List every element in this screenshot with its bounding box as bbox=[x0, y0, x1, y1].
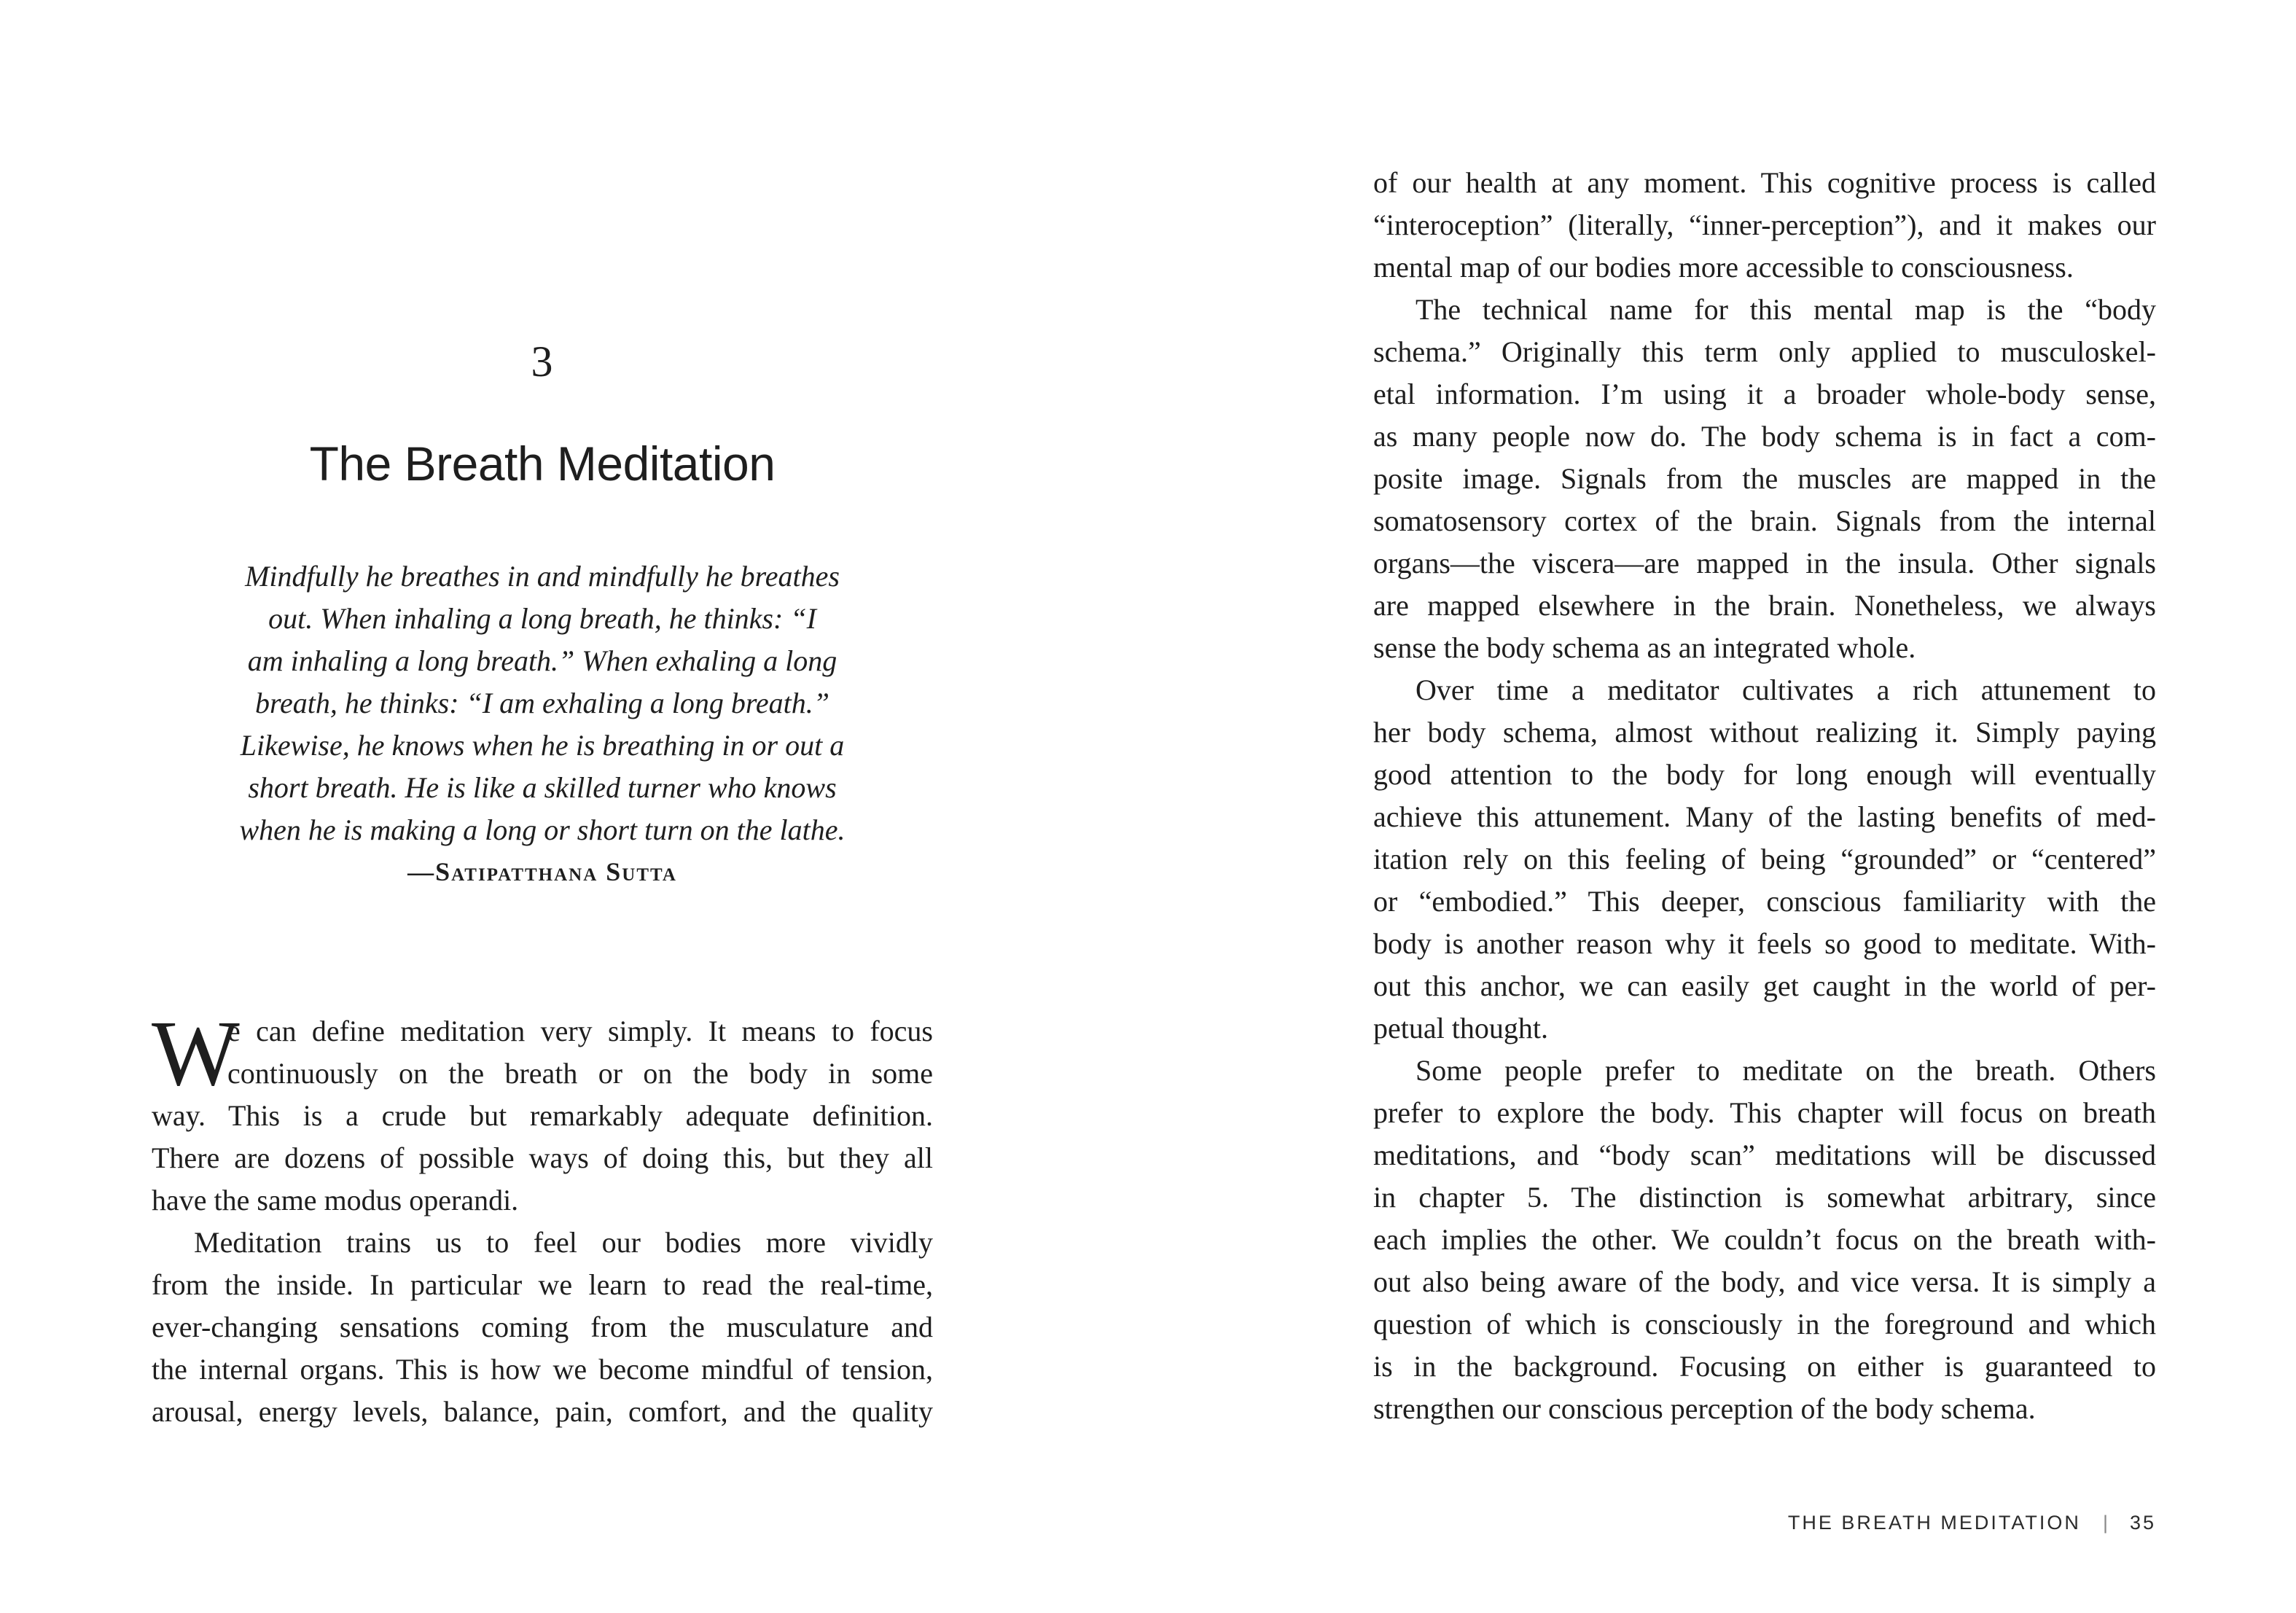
page-number: 35 bbox=[2129, 1512, 2156, 1534]
body-line: schema.” Originally this term only applied to musculoskel- bbox=[1373, 335, 2156, 368]
epigraph-line: when he is making a long or short turn on the lathe. bbox=[239, 813, 846, 846]
body-line: out this anchor, we can easily get caught in the world of per- bbox=[1373, 969, 2156, 1002]
body-line: petual thought. bbox=[1373, 1012, 1548, 1044]
body-line: sense the body schema as an integrated whole. bbox=[1373, 631, 1916, 664]
body-line: ever-changing sensations coming from the musculature and bbox=[152, 1311, 933, 1343]
first-paragraph bbox=[152, 1001, 933, 1222]
body-line: achieve this attunement. Many of the lasting benefits of med- bbox=[1373, 800, 2156, 833]
page-footer bbox=[1788, 1512, 2156, 1534]
chapter-title: The Breath Meditation bbox=[309, 437, 776, 491]
body-line: is in the background. Focusing on either is guaranteed to bbox=[1373, 1350, 2156, 1383]
body-line: good attention to the body for long enough will eventually bbox=[1373, 758, 2156, 791]
body-line: posite image. Signals from the muscles are mapped in the bbox=[1373, 462, 2156, 495]
running-head: THE BREATH MEDITATION bbox=[1787, 1512, 2081, 1534]
body-line: e can define meditation very simply. It means to focus bbox=[227, 1015, 933, 1047]
body-line: etal information. I’m using it a broader whole-body sense, bbox=[1373, 378, 2156, 410]
body-line: mental map of our bodies more accessible to consciousness. bbox=[1373, 251, 2074, 284]
body-line: the internal organs. This is how we become mindful of tension, bbox=[152, 1353, 933, 1386]
body-line: question of which is consciously in the foreground and which bbox=[1373, 1308, 2156, 1340]
chapter-number: 3 bbox=[531, 337, 554, 386]
body-line: body is another reason why it feels so good to meditate. With- bbox=[1373, 927, 2156, 960]
epigraph-line: out. When inhaling a long breath, he thinks: “I bbox=[268, 602, 816, 635]
body-line: from the inside. In particular we learn to read the real-time, bbox=[152, 1268, 933, 1301]
body-line: out also being aware of the body, and vice versa. It is simply a bbox=[1373, 1265, 2156, 1298]
body-line: somatosensory cortex of the brain. Signals from the internal bbox=[1373, 504, 2156, 537]
body-line: Some people prefer to meditate on the breath. Others bbox=[1416, 1054, 2156, 1087]
body-line: Meditation trains us to feel our bodies more vividly bbox=[194, 1226, 933, 1259]
epigraph-line: Mindfully he breathes in and mindfully he breathes bbox=[245, 560, 840, 593]
body-line: The technical name for this mental map is the “body bbox=[1416, 293, 2156, 326]
drop-cap: W bbox=[152, 1001, 240, 1105]
epigraph-attribution: —Satipatthana Sutta bbox=[407, 857, 677, 886]
body-line: have the same modus operandi. bbox=[152, 1184, 519, 1216]
epigraph-line: short breath. He is like a skilled turner who knows bbox=[248, 771, 837, 804]
body-line: Over time a meditator cultivates a rich attunement to bbox=[1416, 673, 2156, 706]
body-line: itation rely on this feeling of being “grounded” or “centered” bbox=[1373, 843, 2156, 875]
epigraph-line: Likewise, he knows when he is breathing in or out a bbox=[240, 729, 845, 762]
body-line: prefer to explore the body. This chapter will focus on breath bbox=[1373, 1096, 2156, 1129]
body-line: strengthen our conscious perception of the body schema. bbox=[1373, 1392, 2036, 1425]
left-body-text bbox=[152, 1001, 933, 1433]
body-line: meditations, and “body scan” meditations will be discussed bbox=[1373, 1139, 2156, 1171]
body-line: in chapter 5. The distinction is somewhat arbitrary, since bbox=[1373, 1181, 2156, 1214]
body-line: continuously on the breath or on the body in some bbox=[227, 1057, 933, 1090]
epigraph-line: breath, he thinks: “I am exhaling a long breath.” bbox=[254, 687, 830, 719]
body-line: her body schema, almost without realizing it. Simply paying bbox=[1373, 716, 2156, 749]
body-line: way. This is a crude but remarkably adequate definition. bbox=[152, 1099, 933, 1132]
body-line: as many people now do. The body schema is in fact a com- bbox=[1373, 420, 2156, 453]
body-line: “interoception” (literally, “inner-perception”), and it makes our bbox=[1373, 208, 2156, 241]
body-line: organs—the viscera—are mapped in the insula. Other signals bbox=[1373, 547, 2156, 579]
body-line: each implies the other. We couldn’t focus on the breath with- bbox=[1373, 1223, 2156, 1256]
body-line: are mapped elsewhere in the brain. Nonetheless, we always bbox=[1373, 589, 2156, 622]
right-body-text bbox=[1373, 162, 2156, 1430]
body-line: arousal, energy levels, balance, pain, comfort, and the quality bbox=[152, 1395, 933, 1428]
body-line: or “embodied.” This deeper, conscious familiarity with the bbox=[1373, 885, 2156, 918]
body-line: There are dozens of possible ways of doing this, but they all bbox=[152, 1141, 933, 1174]
epigraph-line: am inhaling a long breath.” When exhaling a long bbox=[247, 644, 837, 677]
body-line: of our health at any moment. This cognitive process is called bbox=[1373, 166, 2156, 199]
epigraph bbox=[204, 555, 880, 892]
footer-separator: | bbox=[2102, 1512, 2108, 1534]
